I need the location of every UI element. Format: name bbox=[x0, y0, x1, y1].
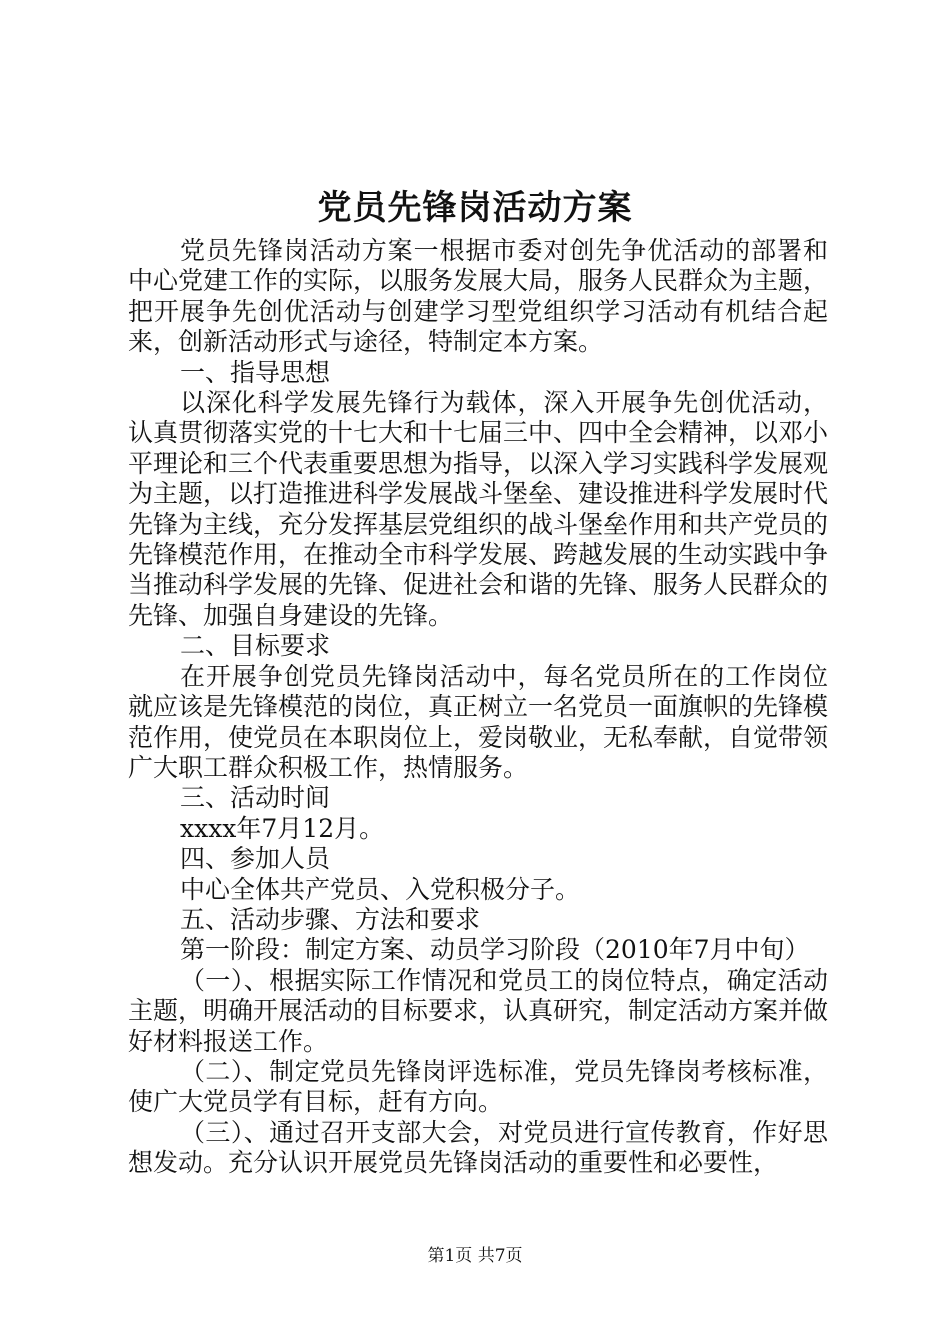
document-body bbox=[128, 236, 828, 1179]
heading-activity-time: 三、活动时间 bbox=[180, 783, 331, 813]
heading-participants: 四、参加人员 bbox=[180, 844, 331, 874]
paragraph-participants: 中心全体共产党员、入党积极分子。 bbox=[180, 874, 581, 904]
paragraph-activity-time: xxxx年7月12月。 bbox=[180, 813, 385, 843]
paragraph-item-one: （一）、根据实际工作情况和党员工的岗位特点，确定活动主题，明确开展活动的目标要求，认真研究，制定活动方案并做好材料报送工作。 bbox=[128, 965, 829, 1056]
heading-guiding-thought: 一、指导思想 bbox=[180, 357, 331, 387]
paragraph-intro: 党员先锋岗活动方案一根据市委对创先争优活动的部署和中心党建工作的实际，以服务发展大局，服务人民群众为主题，把开展争先创优活动与创建学习型党组织学习活动有机结合起来，创新活动形式与途径，特制定本方案。 bbox=[128, 236, 829, 357]
paragraph-guiding-thought: 以深化科学发展先锋行为载体，深入开展争先创优活动，认真贯彻落实党的十七大和十七届三中、四中全会精神，以邓小平理论和三个代表重要思想为指导，以深入学习实践科学发展观为主题，以打造推进科学发展战斗堡垒、建设推进科学发展时代先锋为主线，充分发挥基层党组织的战斗堡垒作用和共产党员的先锋模范作用，在推动全市科学发展、跨越发展的生动实践中争当推动科学发展的先锋、促进社会和谐的先锋、服务人民群众的先锋、加强自身建设的先锋。 bbox=[128, 388, 829, 630]
paragraph-phase-one: 第一阶段：制定方案、动员学习阶段（2010年7月中旬） bbox=[180, 935, 810, 965]
paragraph-item-three: （三）、通过召开支部大会，对党员进行宣传教育，作好思想发动。充分认识开展党员先锋岗活动的重要性和必要性， bbox=[128, 1117, 828, 1178]
heading-steps: 五、活动步骤、方法和要求 bbox=[180, 904, 481, 934]
paragraph-item-two: （二）、制定党员先锋岗评选标准，党员先锋岗考核标准，使广大党员学有目标，赶有方向。 bbox=[128, 1056, 828, 1117]
heading-goals: 二、目标要求 bbox=[180, 631, 331, 661]
document-title: 党员先锋岗活动方案 bbox=[317, 188, 633, 228]
page-footer: 第1页 共7页 bbox=[427, 1246, 523, 1266]
paragraph-goals: 在开展争创党员先锋岗活动中，每名党员所在的工作岗位就应该是先锋模范的岗位，真正树立一名党员一面旗帜的先锋模范作用，使党员在本职岗位上，爱岗敬业，无私奉献，自觉带领广大职工群众积极工作，热情服务。 bbox=[128, 661, 829, 782]
